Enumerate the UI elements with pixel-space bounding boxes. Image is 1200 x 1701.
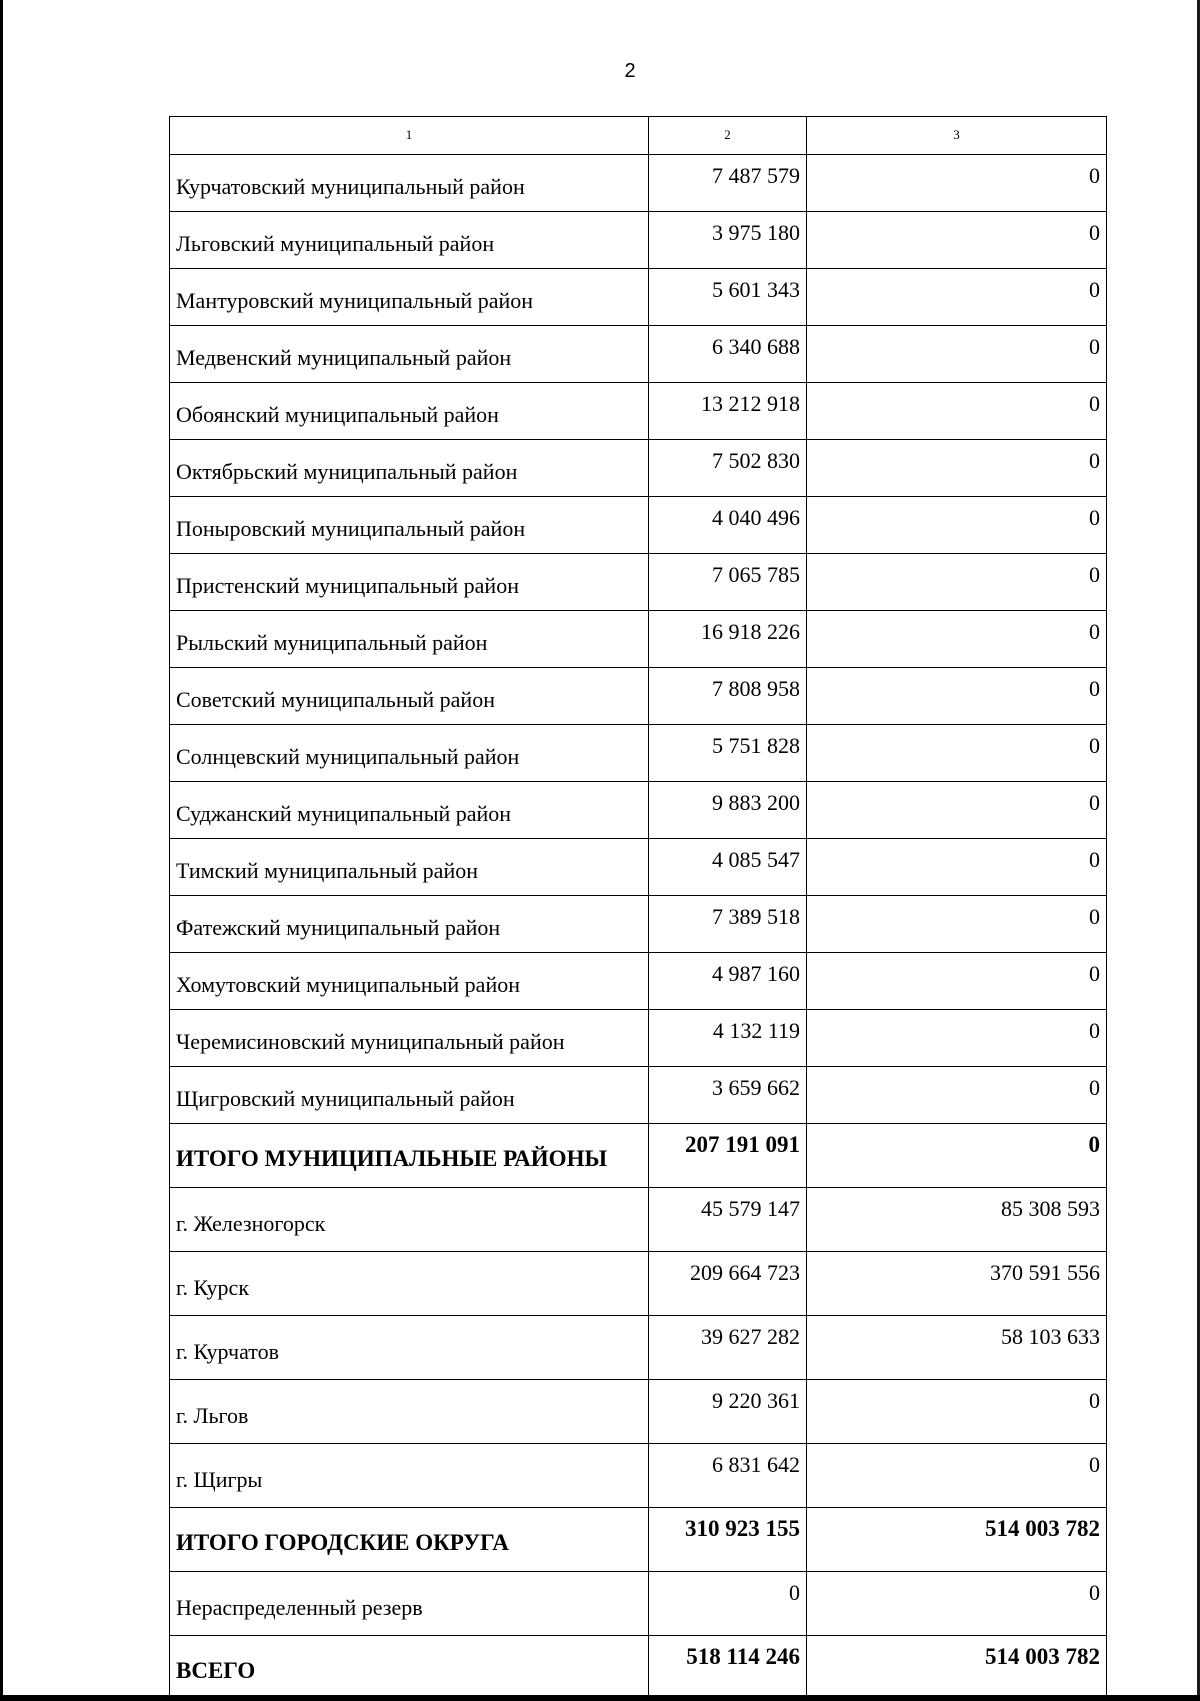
value-cell-col2: 6 831 642: [649, 1444, 807, 1508]
total-row: [170, 1636, 1107, 1700]
row-name-cell: Октябрьский муниципальный район: [170, 440, 649, 497]
value-cell-col2: 16 918 226: [649, 611, 807, 668]
row-name-cell: Суджанский муниципальный район: [170, 782, 649, 839]
column-header-1: 1: [170, 117, 649, 155]
value-cell-col3: 0: [807, 953, 1107, 1010]
scan-edge-left: [0, 0, 3, 1701]
value-cell-col3: 0: [807, 896, 1107, 953]
table-row: [170, 326, 1107, 383]
value-cell-col3: 514 003 782: [807, 1636, 1107, 1700]
value-cell-col2: 209 664 723: [649, 1252, 807, 1316]
row-name-cell: ВСЕГО: [170, 1636, 649, 1700]
value-cell-col3: 0: [807, 212, 1107, 269]
value-cell-col2: 5 751 828: [649, 725, 807, 782]
value-cell-col3: 0: [807, 1067, 1107, 1124]
value-cell-col2: 7 808 958: [649, 668, 807, 725]
value-cell-col3: 0: [807, 326, 1107, 383]
value-cell-col2: 7 502 830: [649, 440, 807, 497]
table-header: [170, 117, 1107, 155]
value-cell-col3: 58 103 633: [807, 1316, 1107, 1380]
row-name-cell: Курчатовский муниципальный район: [170, 155, 649, 212]
value-cell-col2: 6 340 688: [649, 326, 807, 383]
row-name-cell: г. Льгов: [170, 1380, 649, 1444]
value-cell-col3: 0: [807, 440, 1107, 497]
table-row: [170, 212, 1107, 269]
value-cell-col3: 0: [807, 497, 1107, 554]
value-cell-col3: 85 308 593: [807, 1188, 1107, 1252]
value-cell-col3: 0: [807, 155, 1107, 212]
value-cell-col3: 0: [807, 725, 1107, 782]
row-name-cell: г. Курчатов: [170, 1316, 649, 1380]
row-name-cell: г. Щигры: [170, 1444, 649, 1508]
row-name-cell: Мантуровский муниципальный район: [170, 269, 649, 326]
row-name-cell: ИТОГО МУНИЦИПАЛЬНЫЕ РАЙОНЫ: [170, 1124, 649, 1188]
row-name-cell: г. Курск: [170, 1252, 649, 1316]
value-cell-col3: 0: [807, 554, 1107, 611]
value-cell-col2: 310 923 155: [649, 1508, 807, 1572]
header-row: [170, 117, 1107, 155]
value-cell-col3: 0: [807, 1572, 1107, 1636]
total-row: [170, 1508, 1107, 1572]
row-name-cell: Фатежский муниципальный район: [170, 896, 649, 953]
table-row: [170, 1067, 1107, 1124]
table-row: [170, 725, 1107, 782]
value-cell-col2: 207 191 091: [649, 1124, 807, 1188]
row-name-cell: Рыльский муниципальный район: [170, 611, 649, 668]
row-name-cell: Черемисиновский муниципальный район: [170, 1010, 649, 1067]
row-name-cell: Хомутовский муниципальный район: [170, 953, 649, 1010]
page-number: 2: [624, 60, 636, 82]
value-cell-col3: 0: [807, 1380, 1107, 1444]
table-row: [170, 1188, 1107, 1252]
table-row: [170, 1572, 1107, 1636]
row-name-cell: Щигровский муниципальный район: [170, 1067, 649, 1124]
table-row: [170, 155, 1107, 212]
value-cell-col2: 5 601 343: [649, 269, 807, 326]
value-cell-col2: 9 883 200: [649, 782, 807, 839]
row-name-cell: Медвенский муниципальный район: [170, 326, 649, 383]
allocation-table: [169, 116, 1107, 1700]
value-cell-col2: 4 132 119: [649, 1010, 807, 1067]
row-name-cell: Льговский муниципальный район: [170, 212, 649, 269]
row-name-cell: Советский муниципальный район: [170, 668, 649, 725]
value-cell-col2: 4 085 547: [649, 839, 807, 896]
row-name-cell: Нераспределенный резерв: [170, 1572, 649, 1636]
table-row: [170, 668, 1107, 725]
table-row: [170, 896, 1107, 953]
table-row: [170, 953, 1107, 1010]
value-cell-col2: 13 212 918: [649, 383, 807, 440]
table-row: [170, 839, 1107, 896]
value-cell-col2: 45 579 147: [649, 1188, 807, 1252]
value-cell-col3: 0: [807, 1444, 1107, 1508]
table-row: [170, 383, 1107, 440]
row-name-cell: ИТОГО ГОРОДСКИЕ ОКРУГА: [170, 1508, 649, 1572]
table-row: [170, 269, 1107, 326]
value-cell-col3: 514 003 782: [807, 1508, 1107, 1572]
table-row: [170, 611, 1107, 668]
value-cell-col3: 0: [807, 839, 1107, 896]
value-cell-col3: 0: [807, 383, 1107, 440]
table-row: [170, 782, 1107, 839]
row-name-cell: Обоянский муниципальный район: [170, 383, 649, 440]
column-header-3: 3: [807, 117, 1107, 155]
row-name-cell: Солнцевский муниципальный район: [170, 725, 649, 782]
value-cell-col3: 0: [807, 1124, 1107, 1188]
row-name-cell: Пристенский муниципальный район: [170, 554, 649, 611]
value-cell-col3: 0: [807, 668, 1107, 725]
table-body: [170, 155, 1107, 1700]
table-row: [170, 1252, 1107, 1316]
table-row: [170, 1010, 1107, 1067]
value-cell-col2: 9 220 361: [649, 1380, 807, 1444]
value-cell-col3: 0: [807, 782, 1107, 839]
value-cell-col2: 4 040 496: [649, 497, 807, 554]
value-cell-col3: 370 591 556: [807, 1252, 1107, 1316]
row-name-cell: Тимский муниципальный район: [170, 839, 649, 896]
column-header-2: 2: [649, 117, 807, 155]
value-cell-col2: 4 987 160: [649, 953, 807, 1010]
value-cell-col2: 3 975 180: [649, 212, 807, 269]
value-cell-col3: 0: [807, 269, 1107, 326]
value-cell-col3: 0: [807, 1010, 1107, 1067]
table-row: [170, 440, 1107, 497]
value-cell-col2: 7 065 785: [649, 554, 807, 611]
table-row: [170, 1380, 1107, 1444]
value-cell-col2: 7 487 579: [649, 155, 807, 212]
table-row: [170, 554, 1107, 611]
value-cell-col2: 7 389 518: [649, 896, 807, 953]
row-name-cell: Поныровский муниципальный район: [170, 497, 649, 554]
table-row: [170, 497, 1107, 554]
table-row: [170, 1316, 1107, 1380]
row-name-cell: г. Железногорск: [170, 1188, 649, 1252]
value-cell-col2: 39 627 282: [649, 1316, 807, 1380]
value-cell-col2: 518 114 246: [649, 1636, 807, 1700]
value-cell-col3: 0: [807, 611, 1107, 668]
value-cell-col2: 3 659 662: [649, 1067, 807, 1124]
total-row: [170, 1124, 1107, 1188]
value-cell-col2: 0: [649, 1572, 807, 1636]
table-row: [170, 1444, 1107, 1508]
